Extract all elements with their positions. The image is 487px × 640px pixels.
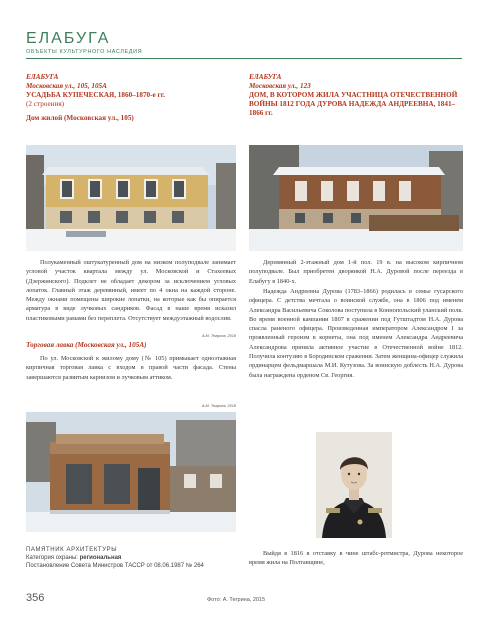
photo-credit: Фото: А. Тегрина, 2015 xyxy=(207,597,266,603)
header-rule xyxy=(26,58,462,59)
left-credit-1: А.М. Тегрина, 2018 xyxy=(201,334,236,338)
left-credit-2: А.М. Тегрина, 2018 xyxy=(201,404,236,408)
right-address: Московская ул., 123 xyxy=(249,82,311,90)
left-item-title: Дом жилой (Московская ул., 105) xyxy=(26,114,134,122)
left-subtitle: (2 строения) xyxy=(26,100,65,108)
photo-trade-shop xyxy=(26,412,236,532)
left-title: УСАДЬБА КУПЕЧЕСКАЯ, 1860–1870-е гг. xyxy=(26,91,166,99)
right-title: ДОМ, В КОТОРОМ ЖИЛА УЧАСТНИЦА ОТЕЧЕСТВЕННОЙ ВОЙНЫ 1812 ГОДА ДУРОВА НАДЕЖДА АНДРЕЕВНА, 1841–1866 гг. xyxy=(249,91,458,117)
section-subtitle: ОБЪЕКТЫ КУЛЬТУРНОГО НАСЛЕДИЯ xyxy=(26,49,143,55)
right-entry-heading xyxy=(249,73,463,118)
left-entry-heading xyxy=(26,73,236,123)
photo-durova-house xyxy=(249,145,463,251)
protection-category-value: региональная xyxy=(79,555,122,561)
left-address: Московская ул., 105, 105А xyxy=(26,82,107,90)
left-item2-label: Торговая лавка (Московская ул., 105А) xyxy=(26,341,147,349)
protection-category xyxy=(26,554,246,562)
photo-merchant-house xyxy=(26,145,236,251)
right-city: ЕЛАБУГА xyxy=(249,73,282,81)
left-item2-title xyxy=(26,341,236,350)
portrait-durova xyxy=(316,432,392,538)
monument-type: ПАМЯТНИК АРХИТЕКТУРЫ xyxy=(26,547,118,553)
protection-category-label: Категория охраны: xyxy=(26,555,78,561)
left-paragraph-1: Полукаменный оштукатуренный дом на низком полуподвале занимает угловой участок квартала между ул. Московской и Стахеевых (Дзержинского). Подклет не обладает декором за исключением угловых лопаток. Главный этаж деревянный, имеет по 4 окна на каждой стороне. Между окнами помещены широкие лопатки, на которые как бы опирается арматура в виде лучковых сандриков. Фасад в наше время исказил пластиковыми рамами без переплета. Отсутствует междуэтажный водослив. xyxy=(26,259,236,322)
right-paragraph-2: Надежда Андреевна Дурова (1783–1866) родилась в семье гусарского офицера. С детства мечтала о воинской службе, она в 1806 под именем Александра Васильевича Соколова поступила в Коннопольский уланский полк. Во время военной кампании 1807 в сражении под Гутштадтом Н.А. Дурова спасла раненого офицера. Произведенная императором Александром I за проявленный героизм в корнеты, она под именем Александра Андреевича Александрова приняла активное участие в Отечественной войне 1812. Получила контузию в Бородинском сражении. Затем женщина-офицер служила ординарцем фельдмаршала М.И. Кутузова. За воинскую доблесть Н.А. Дурова была награждена орденом Св. Георгия. xyxy=(249,288,463,379)
protection-info xyxy=(26,546,246,570)
right-paragraph-1: Деревянный 2-этажный дом 1-й пол. 19 в. на высоком кирпичном полуподвале. Был приобретен дворянкой Н.А. Дуровой после переезда в Елабугу в 1840-х. xyxy=(249,259,463,285)
left-paragraph-2: По ул. Московской к жилому дому (№ 105) примыкает одноэтажная кирпичная торговая лавка с входом в правой части фасада. Стены завершаются развитым карнизом и лучковым аттиком. xyxy=(26,355,236,381)
left-city: ЕЛАБУГА xyxy=(26,73,59,81)
page-number: 356 xyxy=(26,592,45,604)
decree: Постановление Совета Министров ТАССР от 08.06.1987 № 264 xyxy=(26,563,204,569)
section-title: ЕЛАБУГА xyxy=(26,30,111,47)
right-paragraph-3: Выйдя в 1816 в отставку в чине штабс-ротмистра, Дурова некоторое время жила на Полтавщине, xyxy=(249,550,463,567)
